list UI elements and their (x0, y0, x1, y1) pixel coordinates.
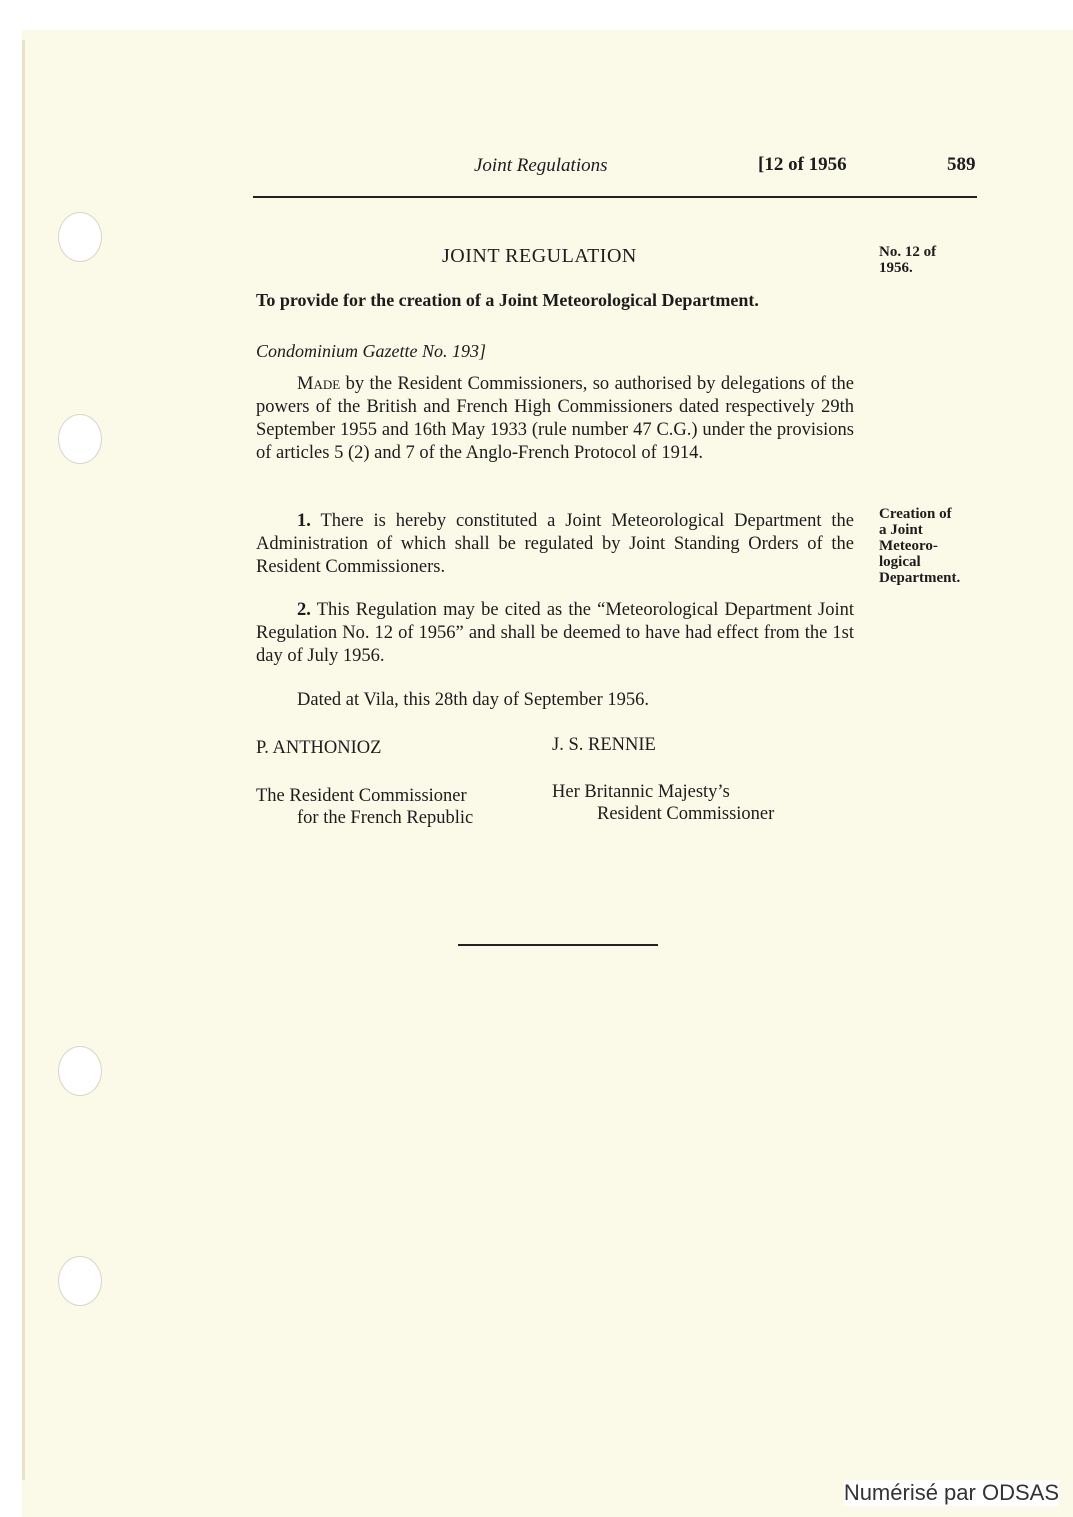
page-number: 589 (947, 154, 976, 175)
document-subtitle: To provide for the creation of a Joint Meteorological Department. (256, 290, 759, 310)
preamble-text: by the Resident Commissioners, so authorised by delegations of the powers of the British and French High Commissioners dated respectively 29th September 1955 and 16th May 1933 (rule number 47 C.G.) under the provisions of articles 5 (2) and 7 of the Anglo-French Protocol of 1914. (256, 374, 854, 463)
punch-hole (58, 1046, 102, 1096)
margin-regulation-number: No. 12 of 1956. (879, 244, 937, 276)
punch-hole (58, 212, 102, 262)
signatory-2-name: J. S. RENNIE (552, 735, 656, 755)
running-header-reference: [12 of 1956 (758, 154, 847, 175)
header-divider (253, 196, 977, 198)
signatory-1-title-line-1: The Resident Commissioner (256, 786, 467, 806)
end-divider (458, 944, 658, 946)
gazette-reference: Condominium Gazette No. 193] (256, 341, 487, 361)
document-title: JOINT REGULATION (442, 245, 637, 267)
section-1-paragraph (256, 510, 854, 579)
section-2-number: 2. (297, 600, 311, 620)
signatory-1-name: P. ANTHONIOZ (256, 738, 382, 758)
signatory-2-title-line-2: Resident Commissioner (597, 804, 775, 824)
punch-hole (58, 414, 102, 464)
section-1-number: 1. (297, 511, 311, 531)
preamble-lead: Made (297, 374, 341, 394)
section-2-text: This Regulation may be cited as the “Meteorological Department Joint Regulation No. 12 of 1956” and shall be deemed to have had effect from the 1st day of July 1956. (256, 600, 854, 666)
page-edge (22, 40, 25, 1480)
section-1-text: There is hereby constituted a Joint Meteorological Department the Administration of which shall be regulated by Joint Standing Orders of the Resident Commissioners. (256, 511, 854, 577)
signatory-1-title-line-2: for the French Republic (297, 808, 474, 828)
preamble-paragraph (256, 373, 854, 465)
signatory-1-title (256, 785, 473, 829)
signatory-2-title (552, 781, 774, 825)
scanner-credit: Numérisé par ODSAS (843, 1480, 1059, 1505)
punch-hole (58, 1256, 102, 1306)
margin-note-section-1: Creation of a Joint Meteoro- logical Department. (879, 506, 961, 586)
section-2-paragraph (256, 599, 854, 668)
signatory-2-title-line-1: Her Britannic Majesty’s (552, 782, 730, 802)
dated-line: Dated at Vila, this 28th day of September 1956. (297, 690, 650, 710)
running-header-title: Joint Regulations (474, 155, 608, 176)
